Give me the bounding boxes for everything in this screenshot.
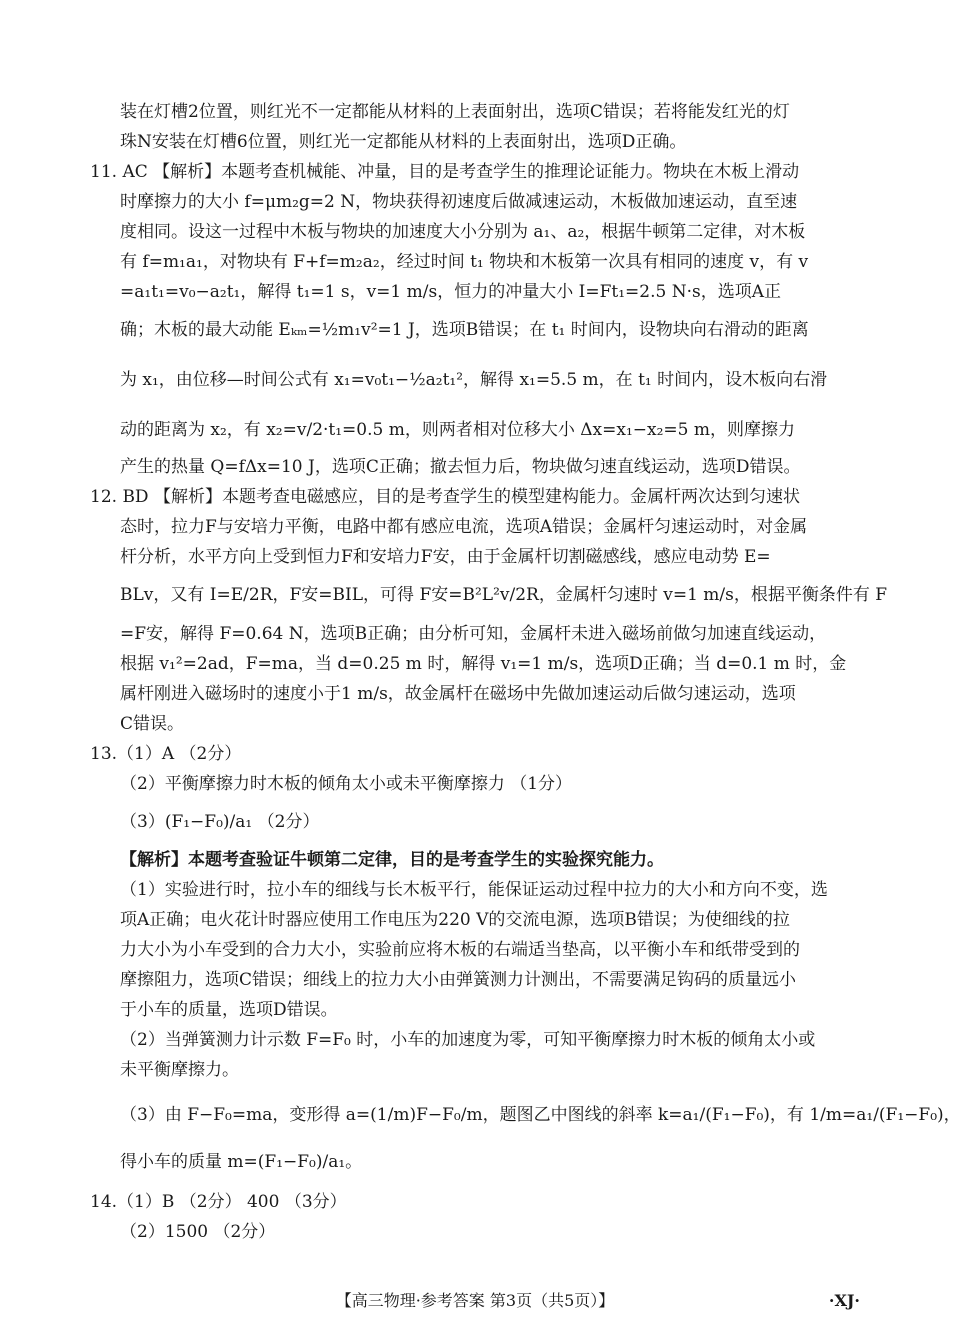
text-line: 项A正确；电火花计时器应使用工作电压为220 V的交流电源，选项B错误；为使细线的拉 (120, 910, 790, 930)
text-line: 11. AC 【解析】本题考查机械能、冲量，目的是考查学生的推理论证能力。物块在木板上滑动 (90, 162, 800, 182)
text-line: 根据 v₁²=2ad，F=ma，当 d=0.25 m 时，解得 v₁=1 m/s，选项D正确；当 d=0.1 m 时，金 (120, 654, 847, 674)
text-line: 时摩擦力的大小 f=μm₂g=2 N，物块获得初速度后做减速运动，木板做加速运动，直至速 (120, 192, 798, 212)
text-line: 13.（1）A （2分） (90, 744, 242, 764)
text-line: 杆分析，水平方向上受到恒力F和安培力F安，由于金属杆切割磁感线，感应电动势 E= (120, 547, 771, 567)
text-line: 12. BD 【解析】本题考查电磁感应，目的是考查学生的模型建构能力。金属杆两次达到匀速状 (90, 487, 800, 507)
text-line: 产生的热量 Q=fΔx=10 J，选项C正确；撤去恒力后，物块做匀速直线运动，选项D错误。 (120, 457, 801, 477)
text-line: =a₁t₁=v₀−a₂t₁，解得 t₁=1 s，v=1 m/s，恒力的冲量大小 I=Ft₁=2.5 N·s，选项A正 (120, 282, 781, 302)
text-line: =F安，解得 F=0.64 N，选项B正确；由分析可知，金属杆未进入磁场前做匀加速直线运动， (120, 624, 827, 644)
text-line: （1）实验进行时，拉小车的细线与长木板平行，能保证运动过程中拉力的大小和方向不变，选 (120, 880, 828, 900)
text-line: 摩擦阻力，选项C错误；细线上的拉力大小由弹簧测力计测出，不需要满足钩码的质量远小 (120, 970, 797, 990)
text-line: （3）由 F−F₀=ma，变形得 a=(1/m)F−F₀/m，题图乙中图线的斜率 k=a₁/(F₁−F₀)，有 1/m=a₁/(F₁−F₀)， (120, 1105, 961, 1125)
text-line: 于小车的质量，选项D错误。 (120, 1000, 338, 1020)
text-line: 动的距离为 x₂，有 x₂=v/2·t₁=0.5 m，则两者相对位移大小 Δx=x₁−x₂=5 m，则摩擦力 (120, 420, 796, 440)
text-line: （2）当弹簧测力计示数 F=F₀ 时，小车的加速度为零，可知平衡摩擦力时木板的倾角太小或 (120, 1030, 816, 1050)
text-line: （2）1500 （2分） (120, 1222, 276, 1242)
text-line: 【解析】本题考查验证牛顿第二定律，目的是考查学生的实验探究能力。 (120, 850, 664, 870)
text-line: 未平衡摩擦力。 (120, 1060, 239, 1080)
text-line: 确；木板的最大动能 Eₖₘ=½m₁v²=1 J，选项B错误；在 t₁ 时间内，设物块向右滑动的距离 (120, 320, 809, 340)
text-line: BLv，又有 I=E/2R，F安=BIL，可得 F安=B²L²v/2R，金属杆匀速时 v=1 m/s，根据平衡条件有 F (120, 585, 888, 605)
text-line: 态时，拉力F与安培力平衡，电路中都有感应电流，选项A错误；金属杆匀速运动时，对金属 (120, 517, 808, 537)
text-line: 珠N安装在灯槽6位置，则红光一定都能从材料的上表面射出，选项D正确。 (120, 132, 687, 152)
text-line: 装在灯槽2位置，则红光不一定都能从材料的上表面射出，选项C错误；若将能发红光的灯 (120, 102, 790, 122)
text-line: 有 f=m₁a₁，对物块有 F+f=m₂a₂，经过时间 t₁ 物块和木板第一次具有相同的速度 v，有 v (120, 252, 809, 272)
text-line: 得小车的质量 m=(F₁−F₀)/a₁。 (120, 1152, 363, 1172)
text-line: 力大小为小车受到的合力大小，实验前应将木板的右端适当垫高，以平衡小车和纸带受到的 (120, 940, 800, 960)
text-line: 14.（1）B （2分） 400 （3分） (90, 1192, 347, 1212)
footer-code: ·XJ· (828, 1291, 860, 1310)
text-line: C错误。 (120, 714, 185, 734)
text-line: 度相同。设这一过程中木板与物块的加速度大小分别为 a₁、a₂，根据牛顿第二定律，对木板 (120, 222, 806, 242)
text-line: （3）(F₁−F₀)/a₁ （2分） (120, 812, 320, 832)
text-line: 属杆刚进入磁场时的速度小于1 m/s，故金属杆在磁场中先做加速运动后做匀速运动，选项 (120, 684, 796, 704)
text-line: （2）平衡摩擦力时木板的倾角太小或未平衡摩擦力 （1分） (120, 774, 573, 794)
footer-page-info: 【高三物理·参考答案 第3页（共5页）】 (335, 1291, 615, 1310)
text-line: 为 x₁，由位移—时间公式有 x₁=v₀t₁−½a₂t₁²，解得 x₁=5.5 m，在 t₁ 时间内，设木板向右滑 (120, 370, 828, 390)
